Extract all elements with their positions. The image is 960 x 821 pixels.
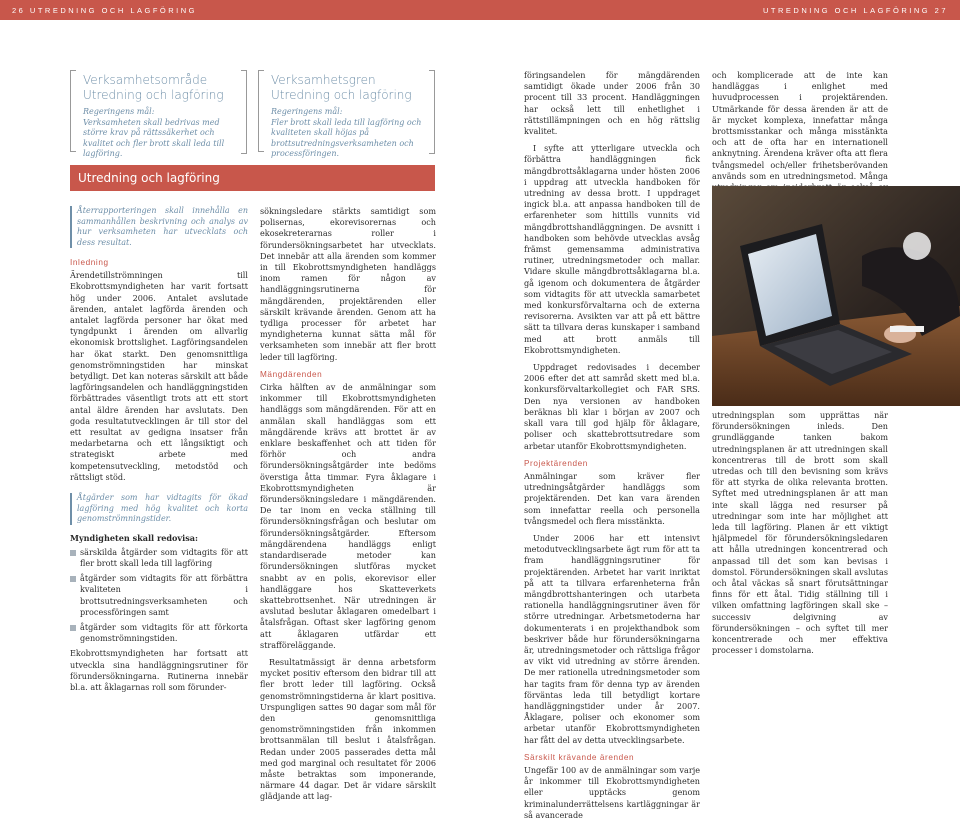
column-1 bbox=[70, 206, 248, 692]
col1-bullet-3: åtgärder som vidtagits för att förkorta genomströmningstiden. bbox=[70, 622, 248, 644]
box1-title1: Verksamhetsområde bbox=[83, 73, 208, 87]
header-left: 26 UTREDNING OCH LAGFÖRING bbox=[12, 6, 198, 15]
col1-bullet-2: åtgärder som vidtagits för att förbättra kvaliteten i brottsutredningsverksamheten och processföringen samt bbox=[70, 573, 248, 618]
subhead-projektarenden: Projektärenden bbox=[524, 458, 588, 468]
col3-p2: I syfte att ytterligare utveckla och förbättra handläggningen fick mängdbrottsåklagarna under hösten 2006 i uppdrag att utveckla handboken för utredning av dessa brott. I uppdraget ingick bl.a. att anpassa handboken till de erfarenheter som hittills vunnits vid mängdbrottshandläggningen. De avsnitt i handboken som behövde utvecklas avsåg främst gemensamma administrativa rutiner, utredningsmetoder och mallar. Vidare skulle mängdbrottsåklagarna bl.a. gå igenom och dokumentera de åtgärder som vidtagits för att utveckla samarbetet med konkursförvaltarna och de externa revisorerna. Avsikten var att på ett bättre sätt ta tillvara deras kunskaper i samband med att brott anmäls till Ekobrottsmyndigheten. bbox=[524, 143, 700, 355]
box1-label: Regeringens mål: bbox=[83, 107, 155, 116]
box2-title1: Verksamhetsgren bbox=[271, 73, 376, 87]
col1-p2: Ekobrottsmyndigheten har fortsatt att utveckla sina handläggningsrutiner för förundersökningarna. Rutinerna innebär bl.a. att åklagarnas roll som förunder- bbox=[70, 648, 248, 692]
box1-title2: Utredning och lagföring bbox=[83, 88, 224, 102]
col2-p1: sökningsledare stärkts samtidigt som polisernas, ekorevisorernas och ekosekreterarnas roller i förundersökningsarbetet har utvecklats. Det innebär att alla ärenden som kommer in till Ekobrottsmyndigheten handläggs inom ramen för någon av handläggningsrutinerna för mängdärenden, projektärenden eller särskilt krävande ärenden. Genom att ha tydliga processer för arbetet har myndigheterna kunnat sätta mål för verksamheten som innebär att fler brott leder till lagföring. bbox=[260, 206, 436, 362]
goal-box-area bbox=[70, 70, 247, 158]
column-2 bbox=[260, 206, 436, 802]
col1-bold: Myndigheten skall redovisa: bbox=[70, 532, 198, 543]
col1-p1: Ärendetillströmningen till Ekobrottsmyndigheten har varit fortsatt hög under 2006. Antalet avslutade ärenden, antalet lagförda ärenden och antalet lagförda personer har ökat med tyngdpunkt i ärenden om allvarlig ekonomisk brottslighet. Lagföringsandelen har ökat starkt. Den genomsnittliga genomströmningstiden har minskat betydligt. Det kan noteras särskilt att både lagföringsandelen och handläggningstiden förbättrades väsentligt trots att ett stort antal äldre ärenden har avslutats. Den goda resultatutvecklingen är till stor del ett resultat av gedigna insatser från medarbetarna och ett långsiktigt och strategiskt arbete med kompetensutveckling, metodstöd och rättsligt stöd. bbox=[70, 270, 248, 482]
goal-box-branch bbox=[258, 70, 435, 158]
col4-p1: och komplicerade att de inte kan handläggas i enlighet med huvudprocessen i projektärenden. Utmärkande för dessa ärenden är att de är mycket komplexa, innefattar många brottsmisstankar och många misstänkta och att de ofta har en internationell anknytning. Ärendena kräver ofta att flera tvångsmedel och/eller frihetsberövanden används som en utredningsmetod. Många bbox=[712, 70, 888, 181]
col1-quote: Åtgärder som har vidtagits för ökad lagföring med hög kvalitet och korta genomströmningstider. bbox=[70, 493, 248, 525]
col3-p5: Under 2006 har ett intensivt metodutvecklingsarbete ägt rum för att ta fram handläggningsrutiner för projektärenden. Arbetet har varit inriktat på att ta tillvara erfarenheterna från mängdbrottshanteringen och utarbeta rationella handläggningsrutiner även för större utredningar. Arbetsmetoderna har dokumenterats i en projekthandbok som beskriver både hur förundersökningarna är, utredningsmetoder och rättsliga frågor av vikt vid utredning av större ärenden. De mer rationella utredningsmetoder som har tagits fram för denna typ av ärenden förväntas leda till betydligt kortare handläggningstider under år 2007. Åklagare, poliser och ekonomer som arbetar utanför Ekobrottsmyndigheten har fått del av detta utvecklingsarbete. bbox=[524, 532, 700, 745]
column-4-top bbox=[712, 70, 888, 184]
page-header-bar bbox=[0, 0, 960, 20]
box1-text: Verksamheten skall bedrivas med större krav på rättssäkerhet och kvalitet och fler brott skall leda till lagföring. bbox=[83, 117, 225, 158]
column-4-bottom bbox=[712, 410, 888, 656]
box2-label: Regeringens mål: bbox=[271, 107, 343, 116]
col3-p3: Uppdraget redovisades i december 2006 efter det att samråd skett med bl.a. konkursförvaltarkollegiet och FAR SRS. Den nya versionen av handboken beräknas bli klar i början av 2007 och skall vara till god hjälp för åklagare, poliser och skattebrottsutredare som arbetar utanför Ekobrottsmyndigheten. bbox=[524, 362, 700, 451]
box2-title2: Utredning och lagföring bbox=[271, 88, 412, 102]
subhead-mangdarenden: Mängdärenden bbox=[260, 369, 323, 379]
col2-p2: Cirka hälften av de anmälningar som inkommer till Ekobrottsmyndigheten handläggs som mängdärenden. För att en anmälan skall handläggas som ett mängdärende krävs att brottet är av enklare beskaffenhet och att tiden för förhör och andra förundersökningsåtgärder inte bedöms överstiga åtta timmar. Fyra åklagare i Ekobrottsmyndigheten är förundersökningsledare i mängdärenden. De tar inom en vecka ställning till förundersökningsfrågan och beslutar om förundersökningsåtgärder. Eftersom mängdärendena handläggs enligt standardiserade metoder kan förundersökningen slutföras mycket snabbt av en polis, ekorevisor eller handläggare hos Skatteverkets skattebrottsenhet. När utredningen är avslutad beslutar åklagaren omedelbart i åtalsfrågan. Oftast sker lagföring genom att åklagaren utfärdar ett strafföreläggande. bbox=[260, 382, 436, 650]
box2-text: Fler brott skall leda till lagföring och kvaliteten skall höjas på brottsutredningsverksamheten och processföringen. bbox=[271, 117, 422, 158]
laptop-photo bbox=[712, 186, 960, 406]
laptop-photo-image bbox=[712, 186, 960, 406]
column-3 bbox=[524, 70, 700, 820]
col4-p3: utredningsplan som upprättas när förundersökningen inleds. Den grundläggande tanken bakom utredningsplanen är att utredningen skall koncentreras till de brott som skall utredas och till den bevisning som krävs för att styrka de olika relevanta brotten. Syftet med utredningsplanen är att man inte skall lägga ned resurser på utredningar som inte har möjlighet att leda till lagföring. Planen är ett viktigt hjälpmedel för förundersökningsledaren att hålla utredningen koncentrerad och anpassad till det som kan bevisas i domstol. Förundersökningen skall avslutas och åtal väckas så snart förutsättningar finns för ett åtal. Tidig ställning till i vilken omfattning lagföringen skall ske – successiv delgivning av förundersökningen – och syftet till mer koncentrerade och mer effektiva processer i domstolarna. bbox=[712, 410, 888, 656]
intro-quote: Återrapporteringen skall innehålla en sammanhållen beskrivning och analys av hur verksamheten har utvecklats och dess resultat. bbox=[70, 206, 248, 248]
col1-bullet-1: särskilda åtgärder som vidtagits för att fler brott skall leda till lagföring bbox=[70, 547, 248, 569]
subhead-inledning: Inledning bbox=[70, 258, 109, 267]
col3-p4: Anmälningar som kräver fler utredningsåtgärder handläggs som projektärenden. Det kan vara ärenden som innefattar reella och personella tvångsmedel och flera misstänkta. bbox=[524, 470, 700, 526]
col3-p1: föringsandelen för mängdärenden samtidigt ökade under 2006 från 30 procent till 33 procent. Handläggningen har också lett till enhetlighet i rättstillämpningen och en hög rättslig kvalitet. bbox=[524, 70, 700, 137]
subhead-sarskilt: Särskilt krävande ärenden bbox=[524, 752, 635, 762]
col3-p6: Ungefär 100 av de anmälningar som varje år inkommer till Ekobrottsmyndigheten eller upptäcks genom kriminalunderrättelsens kartläggningar är så avancerade bbox=[524, 764, 700, 820]
header-right: UTREDNING OCH LAGFÖRING 27 bbox=[762, 6, 948, 15]
section-title-bar: Utredning och lagföring bbox=[70, 165, 435, 191]
col2-p3: Resultatmässigt är denna arbetsform mycket positiv eftersom den bidrar till att fler brott leder till lagföring. Också genomströmningstiderna är klart positiva. Urspungligen sattes 90 dagar som mål för den genomsnittliga genomströmningstiden från inkommen brottsanmälan till beslut i åtalsfrågan. Redan under 2005 passerades detta mål med god marginal och resultatet för 2006 måste betraktas som imponerande, närmare 44 dagar. Det är vidare särskilt glädjande att lag- bbox=[260, 656, 436, 802]
